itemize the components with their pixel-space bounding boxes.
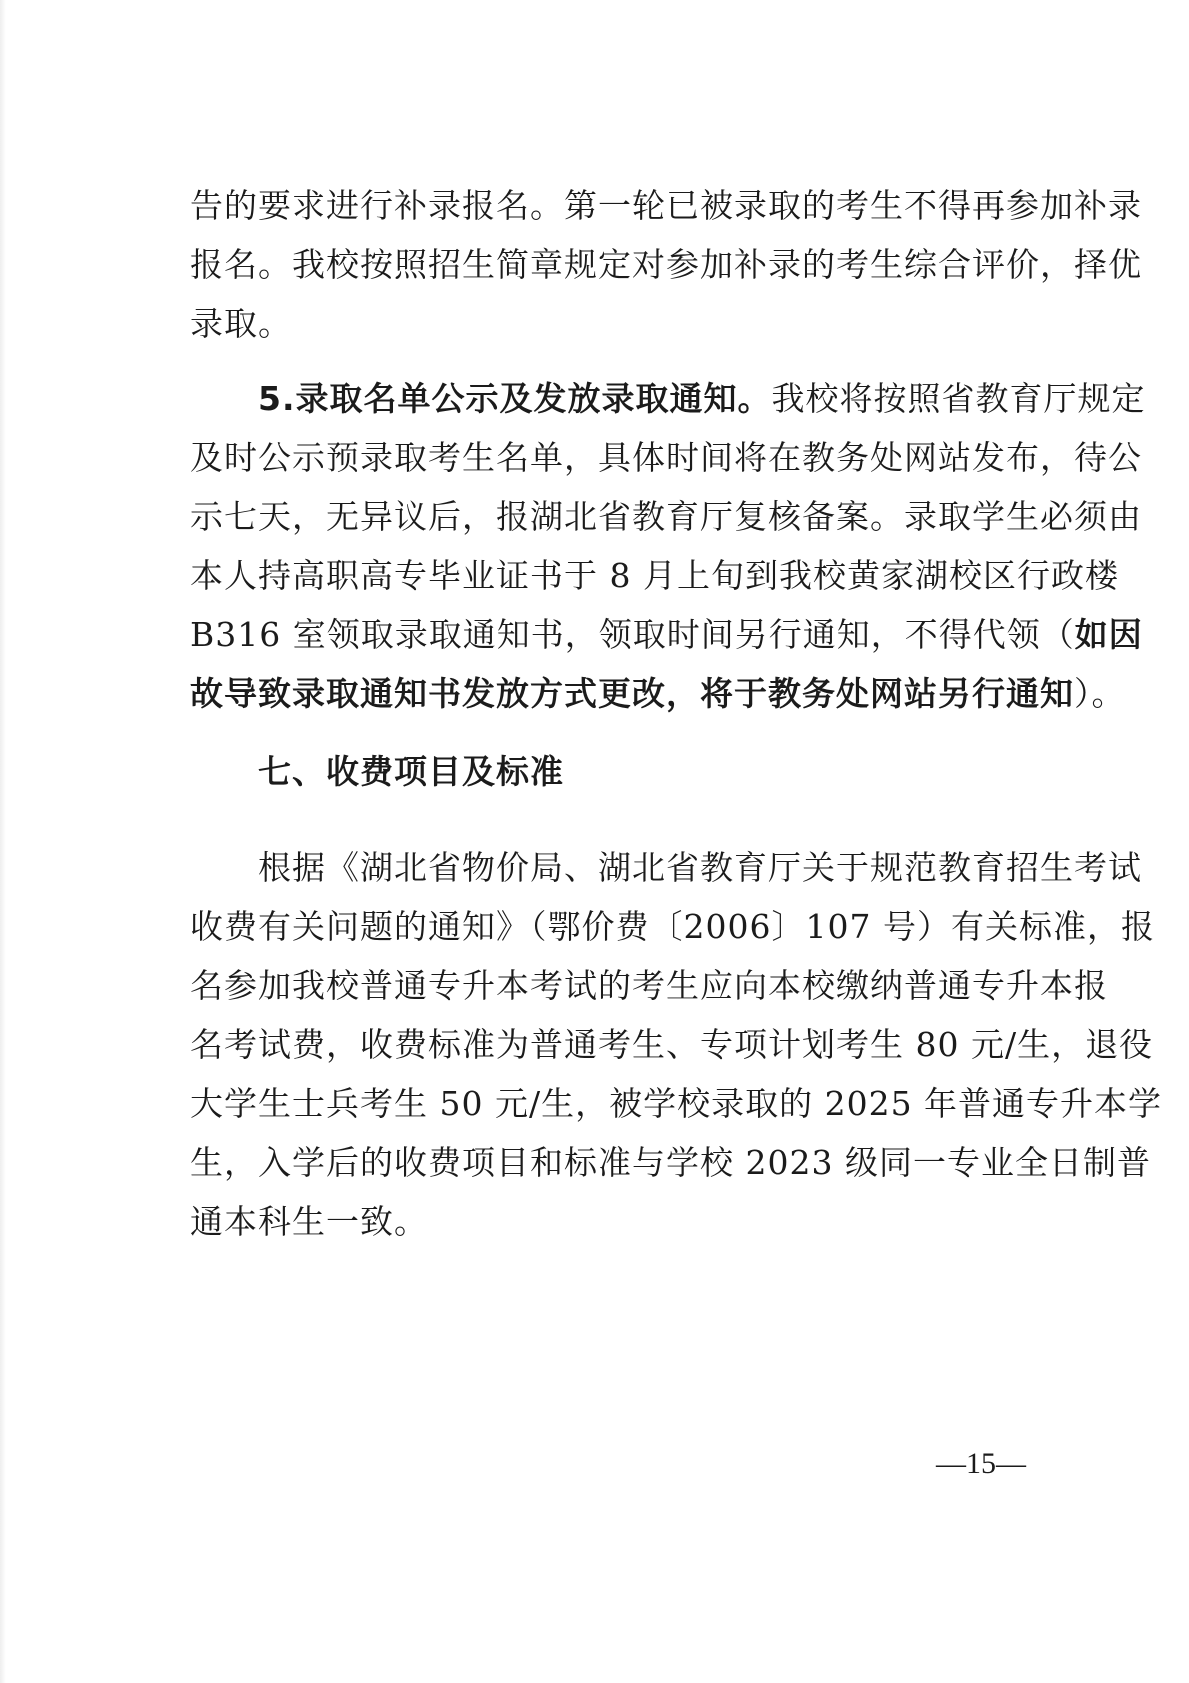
paragraph-line: 收费有关问题的通知》（鄂价费〔2006〕107 号）有关标准，报 [190,907,1155,946]
paragraph-text: 我校将按照省教育厅规定 [771,379,1146,418]
paragraph-line [190,605,1143,664]
paragraph-line [190,369,1146,428]
emphasis-text: 如因 [1074,615,1143,654]
emphasis-text: 故导致录取通知书发放方式更改，将于教务处网站另行通知 [190,674,1074,713]
paragraph-line: 名考试费，收费标准为普通考生、专项计划考生 80 元/生，退役 [190,1025,1154,1064]
section-heading-fees: 七、收费项目及标准 [258,752,564,791]
paragraph-line: 通本科生一致。 [190,1202,428,1241]
paragraph-line: 名参加我校普通专升本考试的考生应向本校缴纳普通专升本报 [190,966,1108,1005]
paragraph-line: 告的要求进行补录报名。第一轮已被录取的考生不得再参加补录 [190,186,1142,225]
page-number: —15— [936,1447,1026,1480]
paragraph-fees [190,838,1163,1251]
paragraph-line: 及时公示预录取考生名单，具体时间将在教务处网站发布，待公 [190,438,1142,477]
paragraph-admission-notice [190,369,1146,723]
paragraph-line: 录取。 [190,304,292,343]
paragraph-line: 本人持高职高专毕业证书于 8 月上旬到我校黄家湖校区行政楼 [190,556,1119,595]
paragraph-line: 大学生士兵考生 50 元/生，被学校录取的 2025 年普通专升本学 [190,1084,1163,1123]
item-heading-admission-list: 5.录取名单公示及发放录取通知。 [258,379,772,418]
paragraph-line: 示七天，无异议后，报湖北省教育厅复核备案。录取学生必须由 [190,497,1142,536]
paragraph-line [190,664,1126,723]
paragraph-supplementary-registration [190,176,1142,353]
paragraph-line: 根据《湖北省物价局、湖北省教育厅关于规范教育招生考试 [258,848,1142,887]
paragraph-text: ）。 [1074,674,1126,713]
scan-edge-shade [0,0,6,1683]
paragraph-line: 生，入学后的收费项目和标准与学校 2023 级同一专业全日制普 [190,1143,1151,1182]
paragraph-line: 报名。我校按照招生简章规定对参加补录的考生综合评价，择优 [190,245,1142,284]
paragraph-text: B316 室领取录取通知书，领取时间另行通知，不得代领（ [190,615,1075,654]
